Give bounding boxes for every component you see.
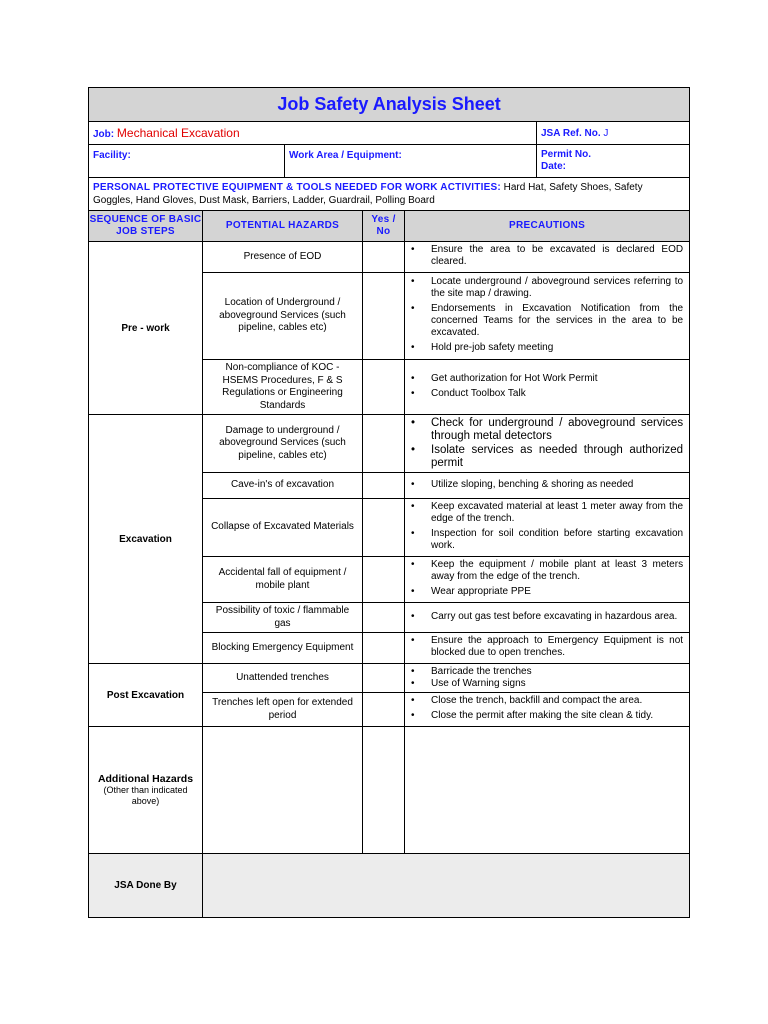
- precaution-item: • Carry out gas test before excavating in hazardous area.: [411, 610, 678, 622]
- precaution-item: • Ensure the area to be excavated is declared EOD cleared.: [411, 244, 684, 267]
- precaution-item: • Barricade the trenches: [411, 666, 532, 677]
- precaution-item: • Close the trench, backfill and compact the area.: [411, 695, 643, 706]
- col-header-precautions: PRECAUTIONS: [405, 211, 690, 242]
- precautions-cell: [405, 664, 690, 693]
- precaution-item: • Keep the equipment / mobile plant at least 3 meters away from the edge of the trench.: [411, 559, 684, 582]
- step-pre-work: Pre - work: [89, 242, 203, 415]
- additional-hazards-label: Additional Hazards: [97, 773, 194, 785]
- jsa-ref-value: J: [603, 127, 609, 139]
- date-label: Date:: [541, 161, 567, 172]
- precaution-item: • Isolate services as needed through authorized permit: [411, 444, 684, 469]
- yes-no-cell: [363, 273, 405, 360]
- bullet-icon: •: [411, 586, 415, 597]
- precautions-cell: [405, 557, 690, 603]
- precaution-item: • Close the permit after making the site clean & tidy.: [411, 710, 654, 721]
- precaution-item: • Utilize sloping, benching & shoring as needed: [411, 478, 634, 490]
- additional-hazards-entry[interactable]: [203, 727, 363, 854]
- hazard-cell: Presence of EOD: [203, 242, 363, 273]
- precautions-cell: [405, 603, 690, 633]
- additional-precautions-entry[interactable]: [405, 727, 690, 854]
- bullet-icon: •: [411, 559, 415, 570]
- precaution-item: • Use of Warning signs: [411, 678, 526, 689]
- precautions-cell: [405, 633, 690, 664]
- permit-date-cell: [537, 145, 690, 178]
- bullet-icon: •: [411, 342, 415, 353]
- hazard-cell: Non-compliance of KOC - HSEMS Procedures, F & S Regulations or Engineering Standards: [203, 360, 363, 415]
- yes-no-cell: [363, 242, 405, 273]
- precaution-item: • Locate underground / aboveground services referring to the site map / drawing.: [411, 276, 684, 299]
- facility-cell: [89, 145, 285, 178]
- bullet-icon: •: [411, 372, 415, 384]
- col-header-sequence: SEQUENCE OF BASIC JOB STEPS: [89, 211, 203, 242]
- step-excavation: Excavation: [89, 415, 203, 664]
- precaution-item: • Endorsements in Excavation Notification from the concerned Teams for the services in the area to be excavated.: [411, 303, 684, 338]
- bullet-icon: •: [411, 635, 415, 646]
- hazard-cell: Cave-in's of excavation: [203, 473, 363, 499]
- step-post-excavation: Post Excavation: [89, 664, 203, 727]
- job-value: Mechanical Excavation: [116, 126, 240, 140]
- ppe-value: Hard Hat, Safety Shoes, Safety Goggles, Hand Gloves, Dust Mask, Barriers, Ladder, Guardrail, Polling Board: [93, 182, 643, 206]
- precautions-cell: [405, 473, 690, 499]
- jsa-ref-label: JSA Ref. No.: [541, 127, 601, 139]
- precautions-cell: [405, 273, 690, 360]
- bullet-icon: •: [411, 387, 415, 399]
- yes-no-cell: [363, 499, 405, 557]
- bullet-icon: •: [411, 244, 415, 255]
- bullet-icon: •: [411, 478, 415, 490]
- page-title: Job Safety Analysis Sheet: [89, 88, 690, 122]
- bullet-icon: •: [411, 666, 415, 677]
- precautions-cell: [405, 693, 690, 727]
- precaution-item: • Get authorization for Hot Work Permit: [411, 372, 598, 384]
- work-area-cell: [285, 145, 537, 178]
- precaution-item: • Check for underground / aboveground services through metal detectors: [411, 417, 684, 442]
- hazard-cell: Location of Underground / aboveground Services (such pipeline, cables etc): [203, 273, 363, 360]
- permit-label: Permit No.: [541, 149, 592, 160]
- bullet-icon: •: [411, 276, 415, 287]
- precaution-item: • Wear appropriate PPE: [411, 586, 531, 597]
- hazard-cell: Possibility of toxic / flammable gas: [203, 603, 363, 633]
- precautions-cell: [405, 242, 690, 273]
- bullet-icon: •: [411, 444, 416, 456]
- jsa-done-by-label: JSA Done By: [89, 854, 203, 918]
- hazard-cell: Blocking Emergency Equipment: [203, 633, 363, 664]
- bullet-icon: •: [411, 610, 415, 622]
- hazard-cell: Accidental fall of equipment / mobile plant: [203, 557, 363, 603]
- yes-no-cell: [363, 557, 405, 603]
- hazard-cell: Collapse of Excavated Materials: [203, 499, 363, 557]
- bullet-icon: •: [411, 501, 415, 512]
- precaution-item: • Keep excavated material at least 1 meter away from the edge of the trench.: [411, 501, 684, 524]
- facility-label: Facility:: [93, 150, 131, 161]
- precaution-item: • Conduct Toolbox Talk: [411, 387, 526, 399]
- jsa-done-by-entry[interactable]: [203, 854, 690, 918]
- jsa-table: [88, 87, 690, 918]
- jsa-ref-cell: [537, 122, 690, 145]
- bullet-icon: •: [411, 303, 415, 314]
- precautions-cell: [405, 415, 690, 473]
- yes-no-cell: [363, 360, 405, 415]
- yes-no-cell: [363, 473, 405, 499]
- precaution-item: • Ensure the approach to Emergency Equipment is not blocked due to open trenches.: [411, 635, 684, 658]
- precautions-cell: [405, 499, 690, 557]
- bullet-icon: •: [411, 528, 415, 539]
- col-header-yes-no: Yes / No: [363, 211, 405, 242]
- job-label: Job: [93, 129, 111, 140]
- yes-no-cell: [363, 693, 405, 727]
- additional-yes-no-entry[interactable]: [363, 727, 405, 854]
- yes-no-cell: [363, 415, 405, 473]
- yes-no-cell: [363, 664, 405, 693]
- precautions-cell: [405, 360, 690, 415]
- job-cell: Job: Mechanical Excavation: [89, 122, 537, 145]
- hazard-cell: Unattended trenches: [203, 664, 363, 693]
- yes-no-cell: [363, 633, 405, 664]
- additional-hazards-sublabel: (Other than indicated above): [103, 785, 188, 806]
- ppe-label: PERSONAL PROTECTIVE EQUIPMENT & TOOLS NEEDED FOR WORK ACTIVITIES:: [93, 182, 501, 193]
- work-area-label: Work Area / Equipment:: [289, 150, 402, 161]
- additional-hazards-cell: [89, 727, 203, 854]
- bullet-icon: •: [411, 417, 416, 429]
- hazard-cell: Damage to underground / aboveground Services (such pipeline, cables etc): [203, 415, 363, 473]
- bullet-icon: •: [411, 695, 415, 706]
- precaution-item: • Hold pre-job safety meeting: [411, 342, 554, 353]
- col-header-hazards: POTENTIAL HAZARDS: [203, 211, 363, 242]
- bullet-icon: •: [411, 710, 415, 721]
- hazard-cell: Trenches left open for extended period: [203, 693, 363, 727]
- yes-no-cell: [363, 603, 405, 633]
- bullet-icon: •: [411, 678, 415, 689]
- ppe-cell: [89, 178, 690, 211]
- precaution-item: • Inspection for soil condition before starting excavation work.: [411, 528, 684, 551]
